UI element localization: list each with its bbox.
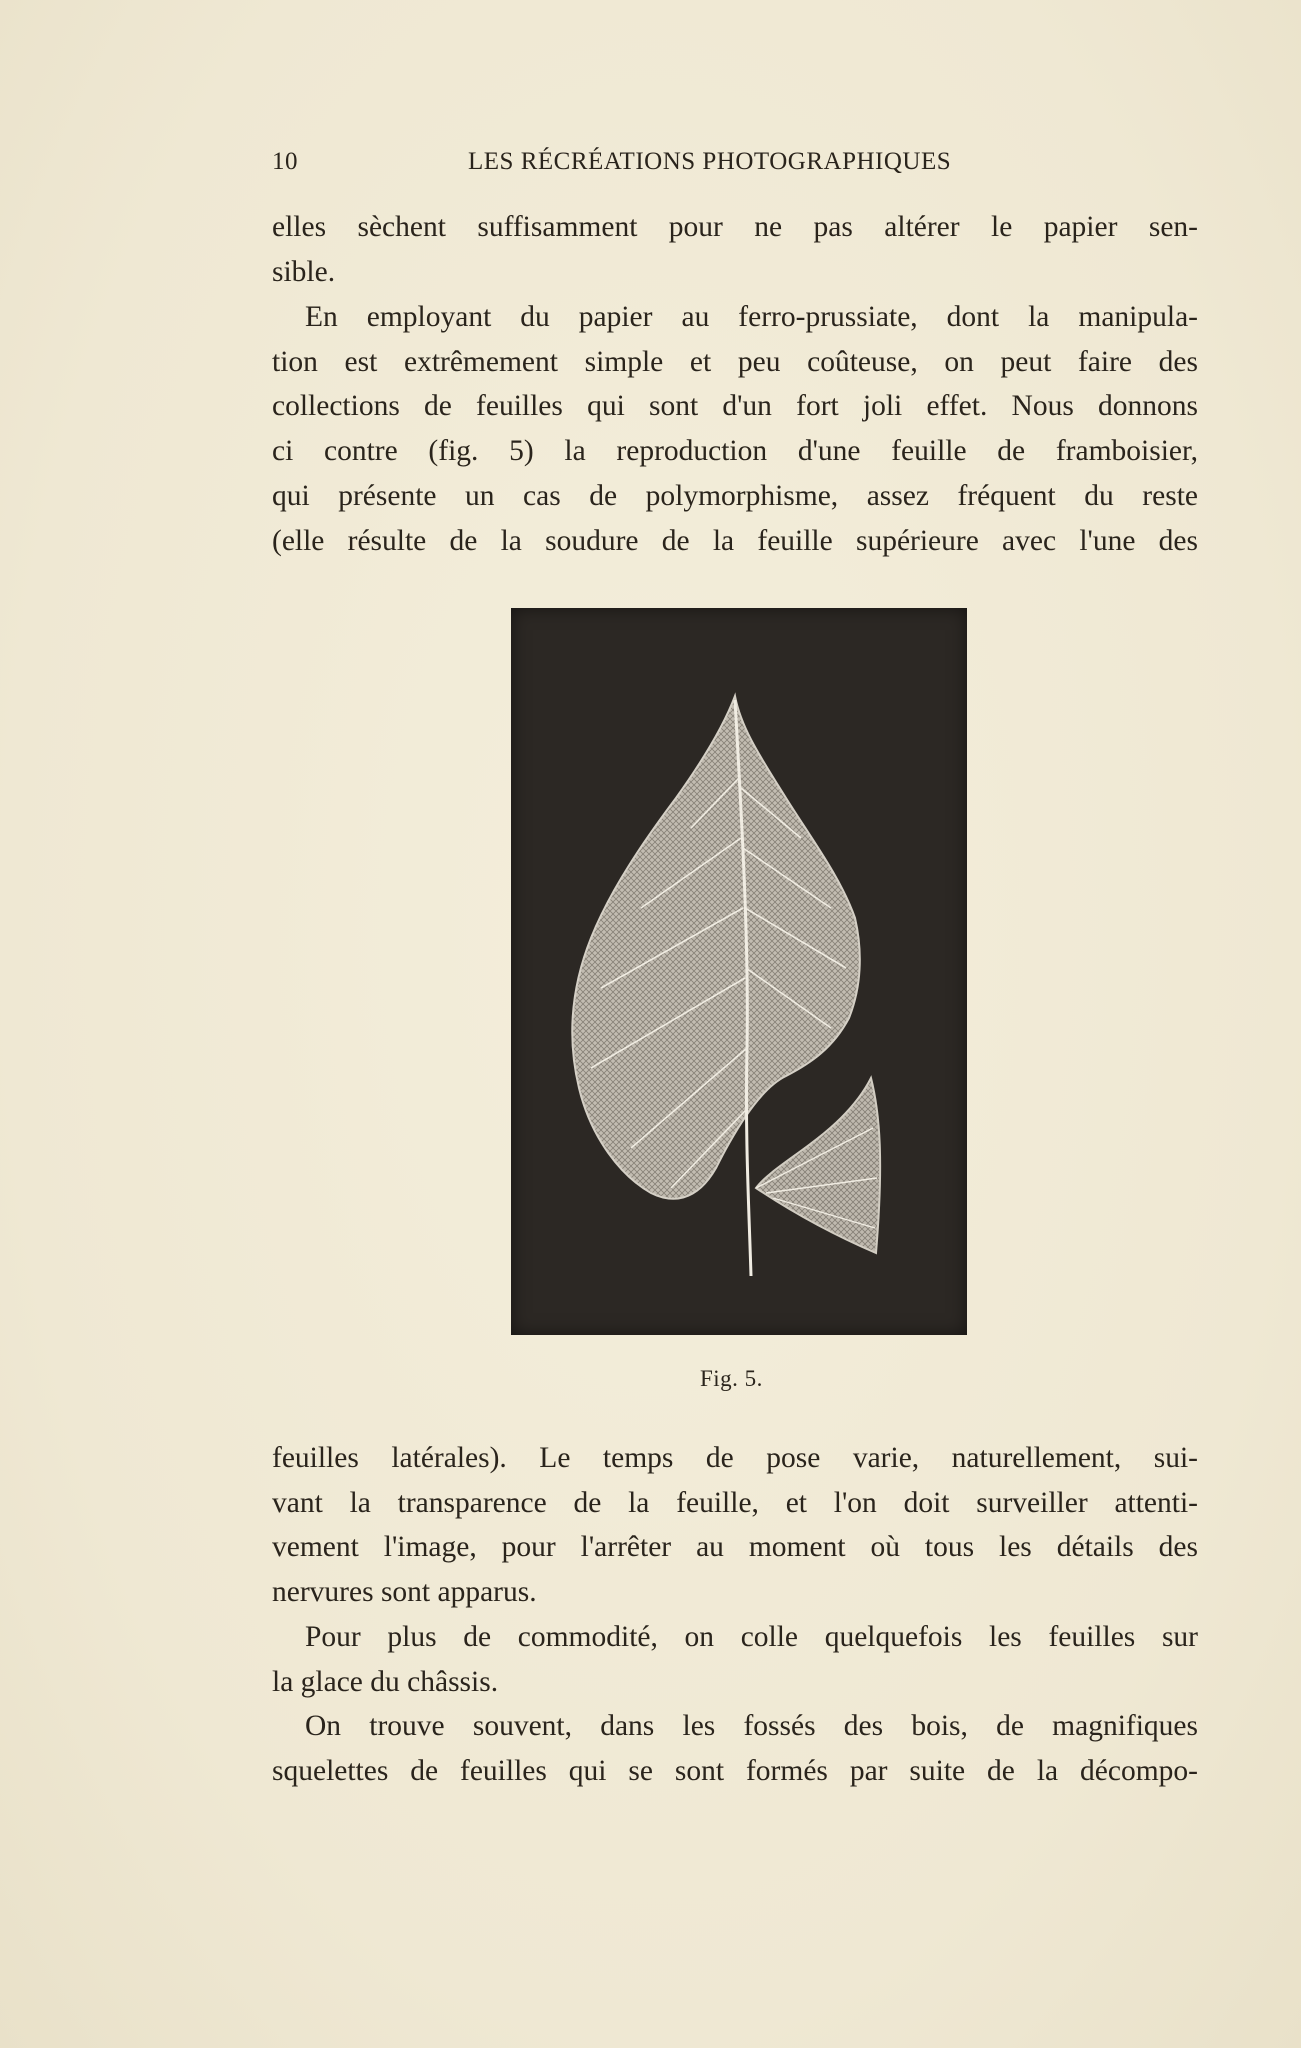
text-line: En employant du papier au ferro-prussiate, dont la manipula-	[305, 301, 1198, 333]
paragraph-2	[272, 295, 1198, 563]
text-line: la glace du châssis.	[272, 1665, 499, 1698]
text-line: On trouve souvent, dans les fossés des bois, de magnifiques	[305, 1710, 1198, 1742]
text-line: vant la transparence de la feuille, et l'on doit surveiller attenti-	[272, 1486, 1198, 1519]
lateral-leaf-shape	[756, 1078, 880, 1253]
text-line: Pour plus de commodité, on colle quelquefois les feuilles sur	[305, 1621, 1198, 1653]
text-line: elles sèchent suffisamment pour ne pas altérer le papier sen-	[272, 211, 1198, 243]
paragraph-3	[272, 1436, 1198, 1615]
text-line: feuilles latérales). Le temps de pose varie, naturellement, sui-	[272, 1442, 1198, 1474]
text-line: tion est extrêmement simple et peu coûteuse, on peut faire des	[272, 345, 1198, 378]
page-number: 10	[272, 148, 298, 175]
text-line: vement l'image, pour l'arrêter au moment où tous les détails des	[272, 1531, 1198, 1564]
text-line: sible.	[272, 255, 336, 288]
text-line: (elle résulte de la soudure de la feuille supérieure avec l'une des	[272, 524, 1198, 557]
text-line: squelettes de feuilles qui se sont formés par suite de la décompo-	[272, 1754, 1198, 1787]
raspberry-leaf-skeleton-photogram	[511, 608, 967, 1335]
text-line: nervures sont apparus.	[272, 1576, 537, 1609]
figure-5-leaf-photogram	[511, 608, 967, 1335]
running-title: LES RÉCRÉATIONS PHOTOGRAPHIQUES	[468, 148, 952, 175]
text-line: qui présente un cas de polymorphisme, assez fréquent du reste	[272, 479, 1198, 512]
page-header	[272, 148, 1012, 182]
text-line: ci contre (fig. 5) la reproduction d'une feuille de framboisier,	[272, 435, 1198, 468]
figure-caption: Fig. 5.	[700, 1366, 763, 1391]
paragraph-1	[272, 205, 1198, 294]
text-line: collections de feuilles qui sont d'un fort joli effet. Nous donnons	[272, 390, 1198, 423]
main-leaf-shape	[572, 696, 860, 1199]
paragraph-5	[272, 1704, 1198, 1793]
paragraph-4	[272, 1615, 1198, 1704]
